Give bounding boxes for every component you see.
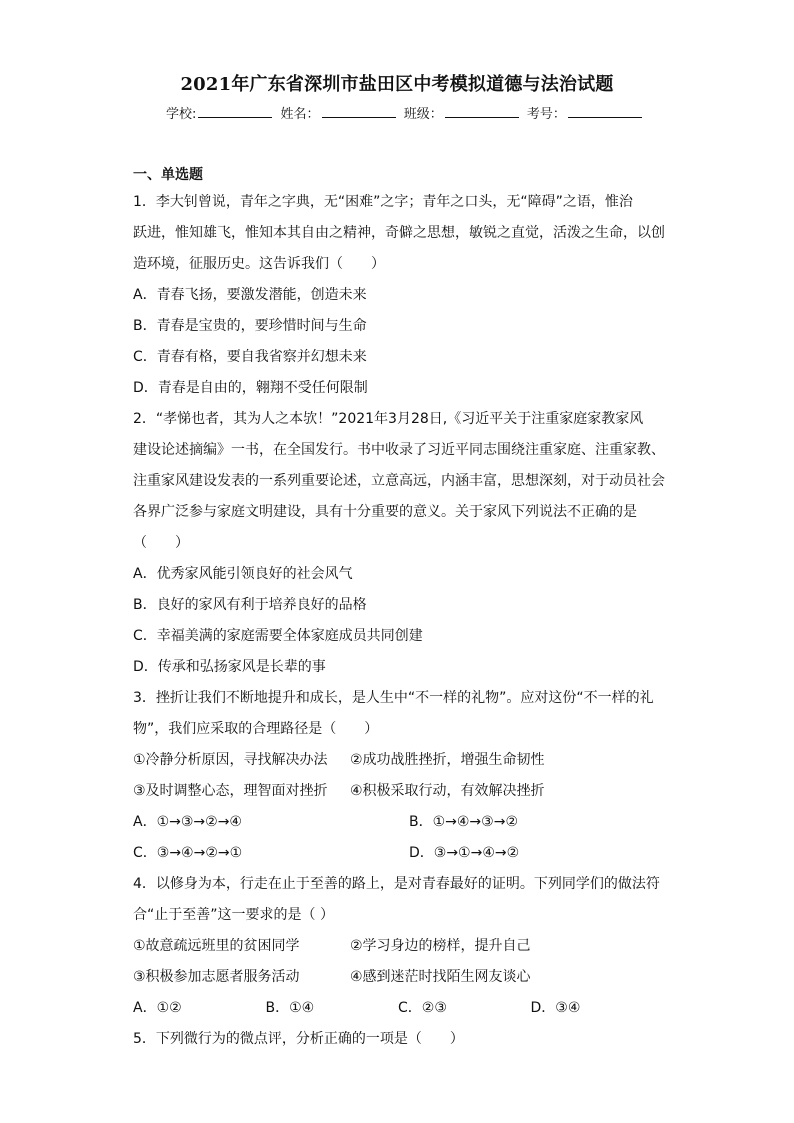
- question-stem-line: 造环境，征服历史。这告诉我们（ ）: [133, 256, 385, 272]
- question-stem-line: 5．下列微行为的微点评，分析正确的一项是（ ）: [133, 1031, 464, 1047]
- school-label: 学校:: [166, 107, 197, 122]
- option-c: C．幸福美满的家庭需要全体家庭成员共同创建: [133, 628, 423, 644]
- exam-no-label: 考号：: [526, 107, 566, 122]
- option-row: [133, 993, 663, 1024]
- question-1: [133, 187, 663, 404]
- statement-2: ②成功战胜挫折，增强生命韧性: [350, 752, 545, 768]
- question-stem-line: 4．以修身为本，行走在止于至善的路上，是对青春最好的证明。下列同学们的做法符: [133, 876, 660, 892]
- name-label: 姓名：: [280, 107, 320, 122]
- statement-3: ③及时调整心态，理智面对挫折: [133, 783, 328, 799]
- statement-row: [133, 745, 663, 776]
- question-3: [133, 683, 663, 869]
- question-stem-line: 物”，我们应采取的合理路径是（ ）: [133, 721, 379, 737]
- question-stem-line: 3．挫折让我们不断地提升和成长，是人生中“不一样的礼物”。应对这份“不一样的礼: [133, 690, 654, 706]
- question-stem-line: 跃进，惟知雄飞，惟知本其自由之精神，奇僻之思想，敏锐之直觉，活泼之生命，以创: [133, 225, 665, 241]
- question-4: [133, 869, 663, 1024]
- exam-title: 2021年广东省深圳市盐田区中考模拟道德与法治试题: [180, 74, 614, 95]
- statement-4: ④感到迷茫时找陌生网友谈心: [350, 969, 531, 985]
- student-info-line: [166, 103, 646, 122]
- question-stem-line: （ ）: [133, 535, 189, 551]
- question-stem-line: 合“止于至善”这一要求的是（ ）: [133, 907, 334, 923]
- question-stem-line: 1．李大钊曾说，青年之字典，无“困难”之字；青年之口头，无“障碍”之语，惟治: [133, 194, 633, 210]
- option-d: D．传承和弘扬家风是长辈的事: [133, 659, 326, 675]
- option-b: B．①→④→③→②: [409, 814, 518, 830]
- question-stem-line: 建设论述摘编》一书，在全国发行。书中收录了习近平同志围绕注重家庭、注重家教、: [133, 442, 665, 458]
- option-b: B．良好的家风有利于培养良好的品格: [133, 597, 367, 613]
- class-blank[interactable]: [445, 105, 519, 118]
- option-b: B．①④: [265, 1000, 315, 1016]
- statement-2: ②学习身边的榜样，提升自己: [350, 938, 531, 954]
- question-stem-line: 各界广泛参与家庭文明建设，具有十分重要的意义。关于家风下列说法不正确的是: [133, 504, 637, 520]
- statement-row: [133, 962, 663, 993]
- name-blank[interactable]: [322, 105, 396, 118]
- option-b: B．青春是宝贵的，要珍惜时间与生命: [133, 318, 367, 334]
- question-stem-line: 注重家风建设发表的一系列重要论述，立意高远，内涵丰富，思想深刻，对于动员社会: [133, 473, 665, 489]
- option-c: C．③→④→②→①: [133, 845, 243, 861]
- school-blank[interactable]: [198, 105, 272, 118]
- class-label: 班级：: [403, 107, 443, 122]
- statement-1: ①故意疏远班里的贫困同学: [133, 938, 300, 954]
- statement-1: ①冷静分析原因，寻找解决办法: [133, 752, 328, 768]
- option-row: [133, 807, 663, 838]
- option-d: D．③→①→④→②: [409, 845, 520, 861]
- option-a: A．优秀家风能引领良好的社会风气: [133, 566, 353, 582]
- option-c: C．②③: [398, 1000, 447, 1016]
- questions-content: [133, 187, 663, 1055]
- exam-no-blank[interactable]: [568, 105, 642, 118]
- option-c: C．青春有格，要自我省察并幻想未来: [133, 349, 367, 365]
- option-row: [133, 838, 663, 869]
- statement-4: ④积极采取行动，有效解决挫折: [350, 783, 545, 799]
- statement-row: [133, 931, 663, 962]
- question-stem-line: 2．“孝悌也者，其为人之本欤！”2021年3月28日,《习近平关于注重家庭家教家风: [133, 411, 644, 427]
- question-5: [133, 1024, 663, 1055]
- option-d: D．青春是自由的，翱翔不受任何限制: [133, 380, 368, 396]
- section-title: 一、单选题: [133, 167, 203, 183]
- question-2: [133, 404, 663, 683]
- statement-3: ③积极参加志愿者服务活动: [133, 969, 300, 985]
- option-d: D．③④: [530, 1000, 581, 1016]
- option-a: A．青春飞扬，要激发潜能，创造未来: [133, 287, 367, 303]
- option-a: A．①→③→②→④: [133, 814, 242, 830]
- statement-row: [133, 776, 663, 807]
- option-a: A．①②: [133, 1000, 182, 1016]
